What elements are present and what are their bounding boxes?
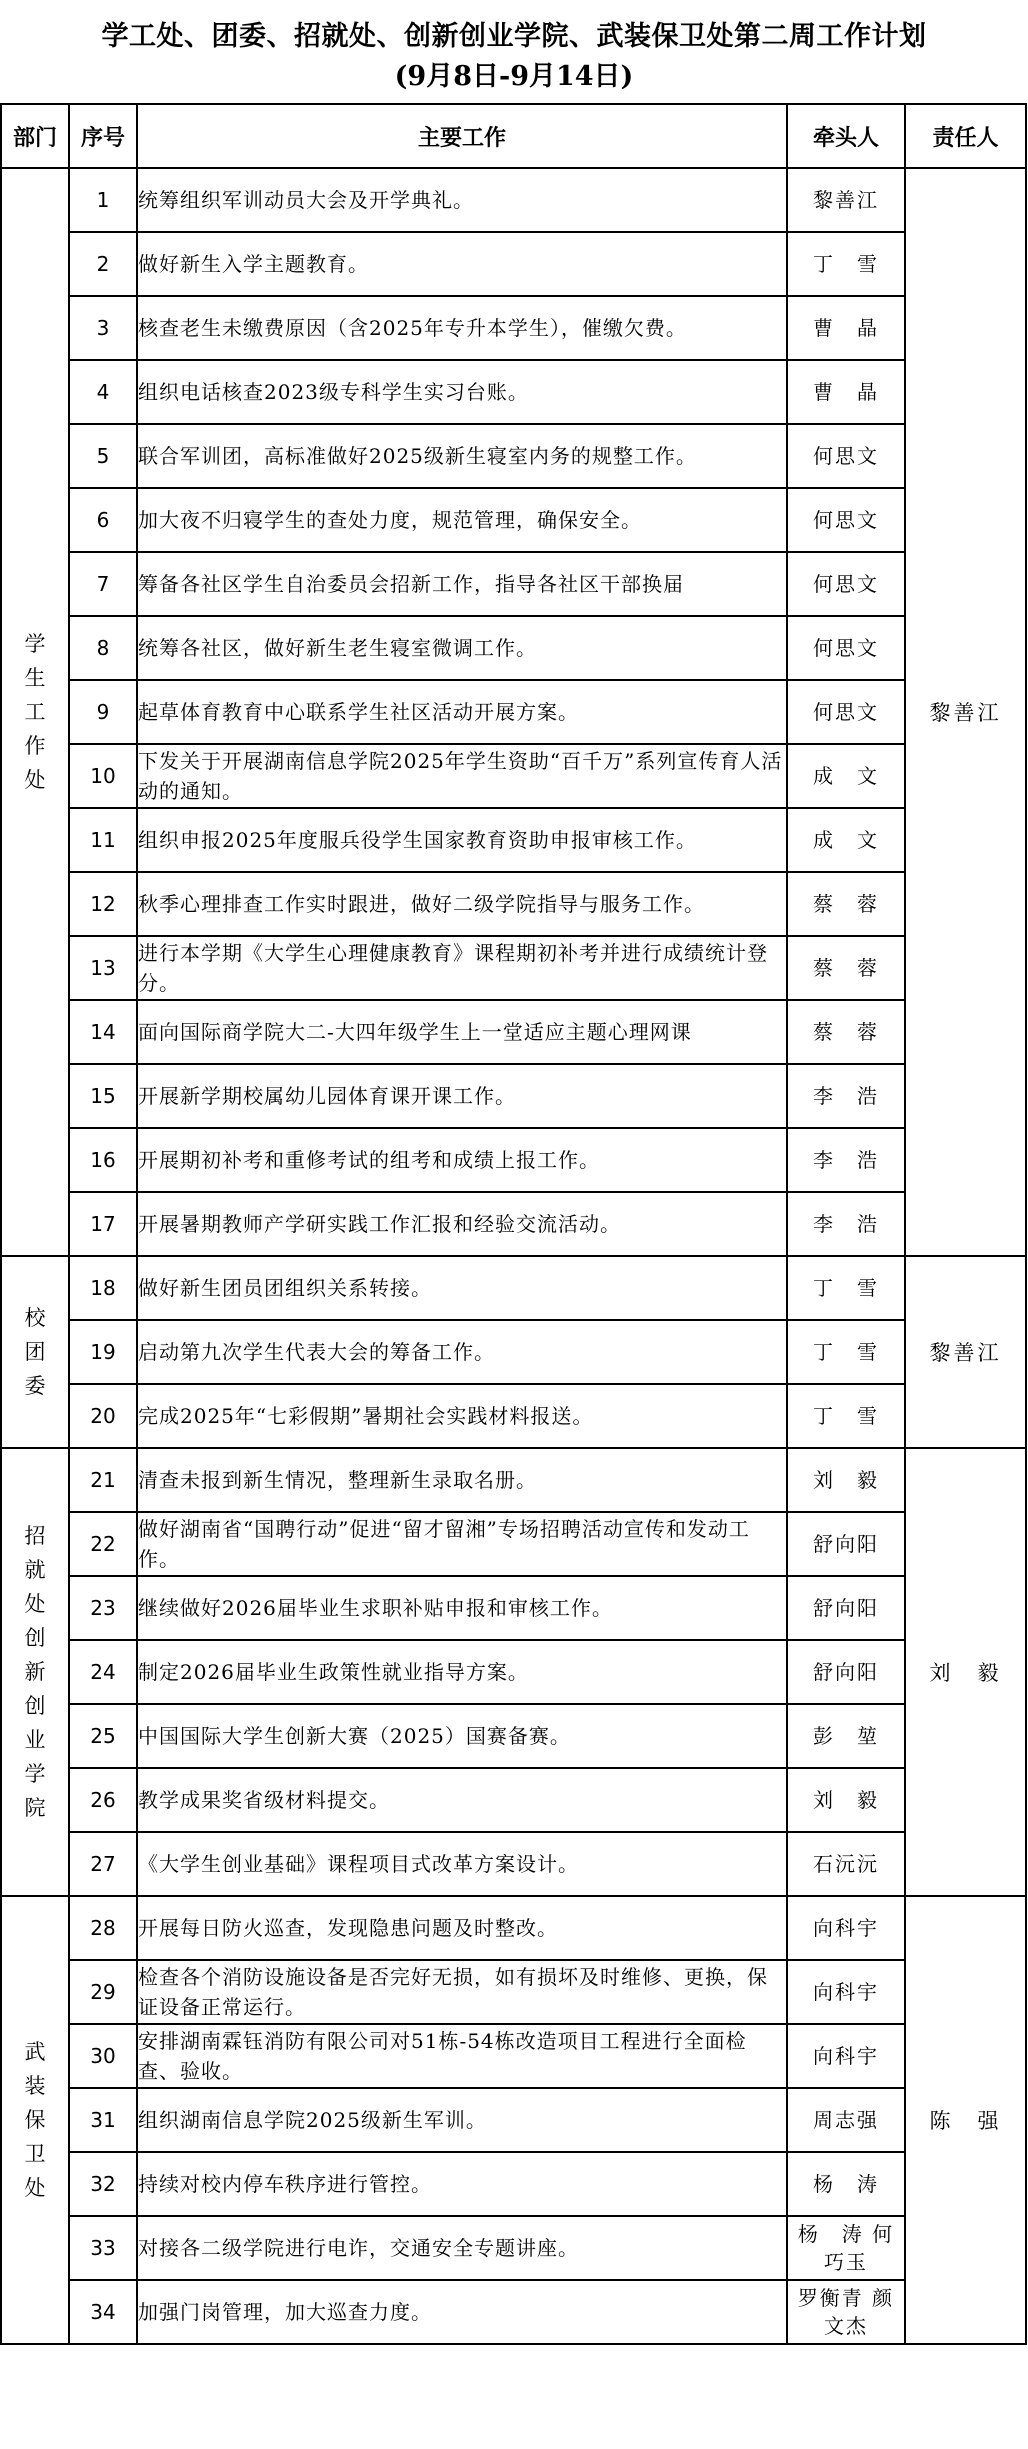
table-row	[1, 1640, 1026, 1704]
table-row	[1, 232, 1026, 296]
table-row	[1, 2216, 1026, 2280]
row-number: 10	[69, 744, 137, 808]
row-number: 7	[69, 552, 137, 616]
lead-person: 李 浩	[787, 1064, 905, 1128]
lead-person: 向科宇	[787, 1896, 905, 1960]
lead-person: 李 浩	[787, 1192, 905, 1256]
row-number: 16	[69, 1128, 137, 1192]
table-row	[1, 424, 1026, 488]
task-description: 加大夜不归寝学生的查处力度，规范管理，确保安全。	[137, 488, 787, 552]
row-number: 9	[69, 680, 137, 744]
task-description: 做好新生入学主题教育。	[137, 232, 787, 296]
lead-person: 蔡 蓉	[787, 1000, 905, 1064]
table-row	[1, 552, 1026, 616]
responsible-person: 陈 强	[905, 1896, 1026, 2344]
row-number: 23	[69, 1576, 137, 1640]
lead-person: 成 文	[787, 808, 905, 872]
lead-person: 何思文	[787, 680, 905, 744]
row-number: 18	[69, 1256, 137, 1320]
row-number: 17	[69, 1192, 137, 1256]
lead-person: 舒向阳	[787, 1512, 905, 1576]
department-cell	[1, 1896, 69, 2344]
lead-person: 成 文	[787, 744, 905, 808]
table-row	[1, 808, 1026, 872]
lead-person: 丁 雪	[787, 232, 905, 296]
row-number: 29	[69, 1960, 137, 2024]
task-description: 开展新学期校属幼儿园体育课开课工作。	[137, 1064, 787, 1128]
task-description: 完成2025年“七彩假期”暑期社会实践材料报送。	[137, 1384, 787, 1448]
table-row	[1, 616, 1026, 680]
lead-person: 蔡 蓉	[787, 936, 905, 1000]
lead-person: 向科宇	[787, 2024, 905, 2088]
task-description: 中国国际大学生创新大赛（2025）国赛备赛。	[137, 1704, 787, 1768]
table-row	[1, 936, 1026, 1000]
header-lead: 牵头人	[787, 104, 905, 168]
task-description: 启动第九次学生代表大会的筹备工作。	[137, 1320, 787, 1384]
task-description: 做好湖南省“国聘行动”促进“留才留湘”专场招聘活动宣传和发动工作。	[137, 1512, 787, 1576]
task-description: 开展期初补考和重修考试的组考和成绩上报工作。	[137, 1128, 787, 1192]
row-number: 2	[69, 232, 137, 296]
lead-person: 何思文	[787, 424, 905, 488]
task-description: 制定2026届毕业生政策性就业指导方案。	[137, 1640, 787, 1704]
table-row	[1, 1576, 1026, 1640]
table-row	[1, 2152, 1026, 2216]
row-number: 32	[69, 2152, 137, 2216]
responsible-person: 刘 毅	[905, 1448, 1026, 1896]
table-row	[1, 1128, 1026, 1192]
row-number: 1	[69, 168, 137, 232]
task-description: 清查未报到新生情况，整理新生录取名册。	[137, 1448, 787, 1512]
task-description: 进行本学期《大学生心理健康教育》课程期初补考并进行成绩统计登分。	[137, 936, 787, 1000]
task-description: 统筹各社区，做好新生老生寝室微调工作。	[137, 616, 787, 680]
row-number: 6	[69, 488, 137, 552]
table-row	[1, 1320, 1026, 1384]
task-description: 核查老生未缴费原因（含2025年专升本学生），催缴欠费。	[137, 296, 787, 360]
header-dept: 部门	[1, 104, 69, 168]
department-cell	[1, 1256, 69, 1448]
lead-person: 何思文	[787, 616, 905, 680]
task-description: 安排湖南霖钰消防有限公司对51栋-54栋改造项目工程进行全面检查、验收。	[137, 2024, 787, 2088]
table-row	[1, 1000, 1026, 1064]
lead-person: 李 浩	[787, 1128, 905, 1192]
lead-person: 舒向阳	[787, 1640, 905, 1704]
lead-person: 舒向阳	[787, 1576, 905, 1640]
department-cell	[1, 168, 69, 1256]
document-title: 学工处、团委、招就处、创新创业学院、武装保卫处第二周工作计划	[101, 21, 927, 52]
row-number: 8	[69, 616, 137, 680]
table-row	[1, 872, 1026, 936]
department-cell	[1, 1448, 69, 1896]
table-row	[1, 1448, 1026, 1512]
task-description: 筹备各社区学生自治委员会招新工作，指导各社区干部换届	[137, 552, 787, 616]
responsible-person: 黎善江	[905, 1256, 1026, 1448]
header-task: 主要工作	[137, 104, 787, 168]
task-description: 《大学生创业基础》课程项目式改革方案设计。	[137, 1832, 787, 1896]
table-row	[1, 1896, 1026, 1960]
task-description: 统筹组织军训动员大会及开学典礼。	[137, 168, 787, 232]
row-number: 28	[69, 1896, 137, 1960]
table-row	[1, 360, 1026, 424]
row-number: 11	[69, 808, 137, 872]
lead-person: 丁 雪	[787, 1384, 905, 1448]
table-row	[1, 1832, 1026, 1896]
lead-person: 彭 堃	[787, 1704, 905, 1768]
task-description: 联合军训团，高标准做好2025级新生寝室内务的规整工作。	[137, 424, 787, 488]
row-number: 27	[69, 1832, 137, 1896]
table-row	[1, 680, 1026, 744]
task-description: 开展每日防火巡查，发现隐患问题及时整改。	[137, 1896, 787, 1960]
table-row	[1, 1064, 1026, 1128]
task-description: 组织湖南信息学院2025级新生军训。	[137, 2088, 787, 2152]
row-number: 12	[69, 872, 137, 936]
lead-person: 黎善江	[787, 168, 905, 232]
lead-person: 刘 毅	[787, 1768, 905, 1832]
work-plan-table	[0, 103, 1027, 2345]
table-row	[1, 488, 1026, 552]
department-name: 学生工作处	[24, 632, 46, 792]
department-name: 武装保卫处	[24, 2040, 46, 2200]
row-number: 20	[69, 1384, 137, 1448]
lead-person: 曹 晶	[787, 296, 905, 360]
task-description: 组织申报2025年度服兵役学生国家教育资助申报审核工作。	[137, 808, 787, 872]
row-number: 21	[69, 1448, 137, 1512]
task-description: 面向国际商学院大二-大四年级学生上一堂适应主题心理网课	[137, 1000, 787, 1064]
table-row	[1, 2024, 1026, 2088]
table-row	[1, 1512, 1026, 1576]
lead-person: 曹 晶	[787, 360, 905, 424]
lead-person: 杨 涛 何巧玉	[787, 2216, 905, 2280]
row-number: 25	[69, 1704, 137, 1768]
lead-person: 丁 雪	[787, 1320, 905, 1384]
task-description: 加强门岗管理，加大巡查力度。	[137, 2280, 787, 2344]
lead-person: 何思文	[787, 552, 905, 616]
document-date-range: (9月8日-9月14日)	[394, 61, 634, 92]
row-number: 3	[69, 296, 137, 360]
table-body	[1, 168, 1026, 2344]
lead-person: 周志强	[787, 2088, 905, 2152]
row-number: 33	[69, 2216, 137, 2280]
lead-person: 杨 涛	[787, 2152, 905, 2216]
row-number: 15	[69, 1064, 137, 1128]
row-number: 34	[69, 2280, 137, 2344]
header-resp: 责任人	[905, 104, 1026, 168]
row-number: 24	[69, 1640, 137, 1704]
row-number: 14	[69, 1000, 137, 1064]
table-row	[1, 296, 1026, 360]
row-number: 22	[69, 1512, 137, 1576]
row-number: 4	[69, 360, 137, 424]
lead-person: 刘 毅	[787, 1448, 905, 1512]
table-row	[1, 2088, 1026, 2152]
table-row	[1, 1768, 1026, 1832]
table-row	[1, 1960, 1026, 2024]
lead-person: 石沅沅	[787, 1832, 905, 1896]
task-description: 开展暑期教师产学研实践工作汇报和经验交流活动。	[137, 1192, 787, 1256]
lead-person: 罗衡青 颜文杰	[787, 2280, 905, 2344]
task-description: 对接各二级学院进行电诈，交通安全专题讲座。	[137, 2216, 787, 2280]
row-number: 31	[69, 2088, 137, 2152]
row-number: 5	[69, 424, 137, 488]
row-number: 19	[69, 1320, 137, 1384]
task-description: 检查各个消防设施设备是否完好无损，如有损坏及时维修、更换，保证设备正常运行。	[137, 1960, 787, 2024]
task-description: 继续做好2026届毕业生求职补贴申报和审核工作。	[137, 1576, 787, 1640]
department-name: 招就处 创新创业学院	[24, 1524, 46, 1820]
table-header-row	[1, 104, 1026, 168]
table-row	[1, 1704, 1026, 1768]
table-row	[1, 1256, 1026, 1320]
lead-person: 何思文	[787, 488, 905, 552]
lead-person: 向科宇	[787, 1960, 905, 2024]
row-number: 30	[69, 2024, 137, 2088]
table-row	[1, 744, 1026, 808]
row-number: 26	[69, 1768, 137, 1832]
task-description: 秋季心理排查工作实时跟进，做好二级学院指导与服务工作。	[137, 872, 787, 936]
lead-person: 丁 雪	[787, 1256, 905, 1320]
title-block	[0, 0, 1028, 100]
task-description: 教学成果奖省级材料提交。	[137, 1768, 787, 1832]
task-description: 持续对校内停车秩序进行管控。	[137, 2152, 787, 2216]
table-row	[1, 2280, 1026, 2344]
task-description: 做好新生团员团组织关系转接。	[137, 1256, 787, 1320]
table-row	[1, 168, 1026, 232]
lead-person: 蔡 蓉	[787, 872, 905, 936]
task-description: 下发关于开展湖南信息学院2025年学生资助“百千万”系列宣传育人活动的通知。	[137, 744, 787, 808]
row-number: 13	[69, 936, 137, 1000]
task-description: 组织电话核查2023级专科学生实习台账。	[137, 360, 787, 424]
department-name: 校团委	[24, 1306, 46, 1398]
header-num: 序号	[69, 104, 137, 168]
task-description: 起草体育教育中心联系学生社区活动开展方案。	[137, 680, 787, 744]
table-row	[1, 1384, 1026, 1448]
responsible-person: 黎善江	[905, 168, 1026, 1256]
table-row	[1, 1192, 1026, 1256]
